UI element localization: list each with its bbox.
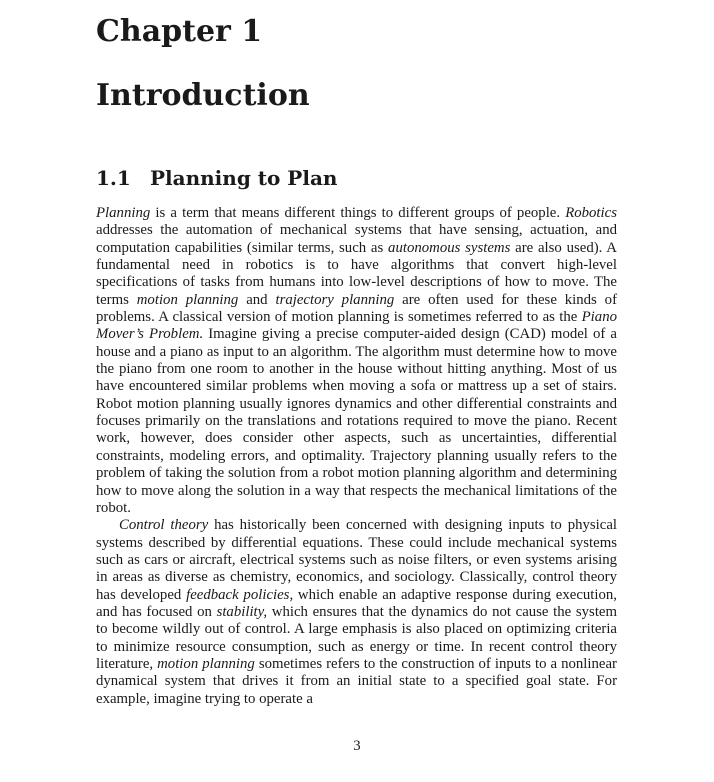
paragraph xyxy=(96,517,617,708)
chapter-label: Chapter 1 xyxy=(96,14,263,49)
text-segment: feedback policies, xyxy=(186,586,294,603)
section-heading xyxy=(96,165,337,191)
text-segment: motion planning xyxy=(136,291,239,308)
text-segment: and xyxy=(238,291,276,308)
text-segment: motion planning xyxy=(157,655,255,672)
text-segment: sometimes refers to the construction of inputs to a nonlinear dynamical system that drives it from an initial state to a specified goal state. For example, imagine trying to operate a xyxy=(96,655,617,707)
text-segment: autonomous systems xyxy=(388,239,511,256)
text-segment: Piano Mover’s Problem. xyxy=(96,309,617,343)
page-number: 3 xyxy=(353,738,361,754)
paragraph xyxy=(96,205,617,517)
text-segment: are often used for these kinds of problems. A classical version of motion planning is sometimes referred to as the xyxy=(96,291,618,326)
text-segment: is a term that means different things to different groups of people. xyxy=(150,205,566,221)
text-segment: which enable an adaptive response during execution, and has focused on xyxy=(96,586,618,620)
text-segment: Planning xyxy=(96,205,151,221)
text-segment: are also used). A fundamental need in robotics is to have algorithms that convert high-level specifications of tasks from humans into low-level descriptions of how to move. The terms xyxy=(96,239,617,308)
text-segment: which ensures that the dynamics do not cause the system to become wildly out of control. A large emphasis is also placed on optimizing criteria to minimize resource consumption, such as energy or time. In recent control theory literature, xyxy=(96,603,618,672)
chapter-title: Introduction xyxy=(96,78,310,113)
text-segment: has historically been concerned with designing inputs to physical systems described by differential equations. These could include mechanical systems such as cars or aircraft, electrical systems such as noise filters, or even systems arising in areas as diverse as chemistry, economics, and sociology. Classically, control theory has developed xyxy=(96,517,618,603)
text-segment: addresses the automation of mechanical systems that have sensing, actuation, and computation capabilities (similar terms, such as xyxy=(96,222,617,256)
section-number: 1.1 xyxy=(96,166,131,190)
text-segment: Robotics xyxy=(565,205,617,221)
text-segment: Imagine giving a precise computer-aided design (CAD) model of a house and a piano as input to an algorithm. The algorithm must determine how to move the piano from one room to another in the house without hitting anything. Most of us have encountered similar problems when moving a sofa or mattress up a set of stairs. Robot motion planning usually ignores dynamics and other differential constraints and focuses primarily on the translations and rotations required to move the piano. Recent work, however, does consider other aspects, such as uncertainties, differential constraints, modeling errors, and optimality. Trajectory planning usually refers to the problem of taking the solution from a robot motion planning algorithm and determining how to move along the solution in a way that respects the mechanical limitations of the robot. xyxy=(96,326,617,516)
body-text xyxy=(96,205,617,708)
text-segment: trajectory planning xyxy=(275,291,395,308)
text-segment: stability, xyxy=(216,603,268,620)
text-segment: Control theory xyxy=(119,517,209,534)
section-title: Planning to Plan xyxy=(150,166,338,190)
